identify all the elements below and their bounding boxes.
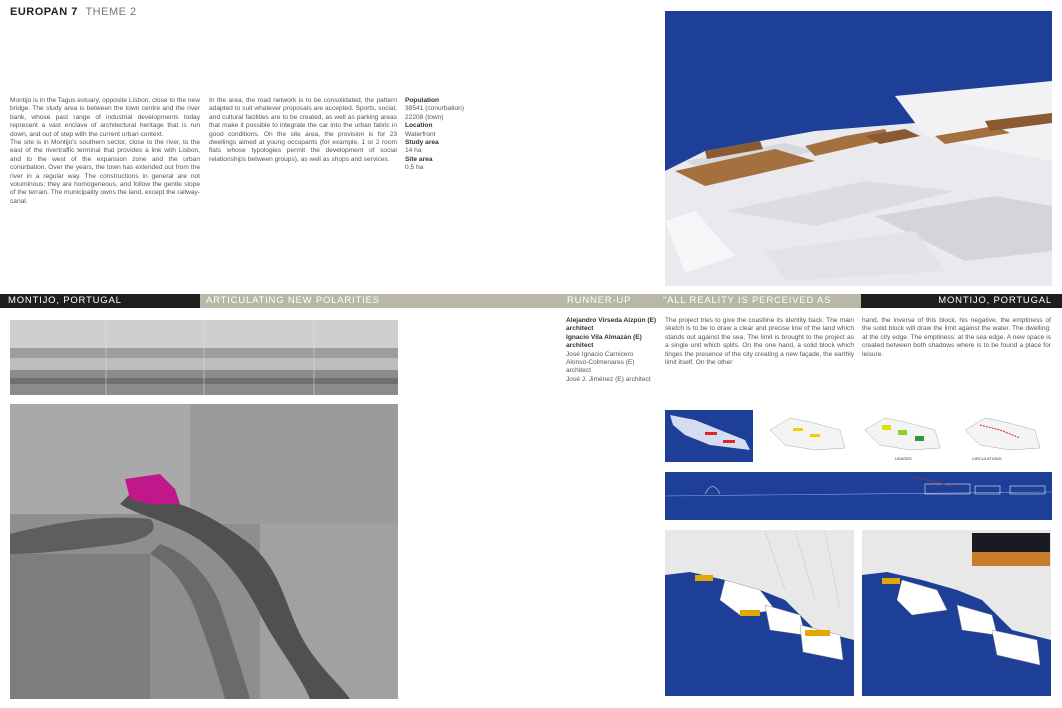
site-plan-2 — [862, 530, 1051, 696]
site-area-label: Site area — [405, 155, 433, 163]
site-paragraph-3: In the area, the road network is to be consolidated, the pattern adapted to suit whatever proposals are accepted. Sports, social, and cultural facilities are to be created, as well as parking areas that make it possible to integrate the car into the urban fabric in good conditions. On the site area, the provision is for 23 dwellings aimed at young occupants (for example, 1 or 2 room flats whose typologies permit the development of social relationships between groups), as well as shops and services. — [209, 97, 397, 163]
population-value: 38541 (conurbation) — [405, 105, 465, 113]
panorama-photo — [10, 320, 398, 395]
project-title-left: ARTICULATING NEW POLARITIES — [206, 295, 380, 306]
location-value: Waterfront — [405, 130, 436, 138]
title-band-right — [561, 294, 861, 320]
team-member: José J. Jiménez (E) architect — [566, 375, 651, 383]
team-member: José Ignacio Carnicero — [566, 350, 634, 358]
project-paragraph-2: hand, the inverse of this block, his negative, the emptiness of the solid block will draw the limit against the water. The dwelling: at the city edge. The emptiness: at the sea edge. A new space is created between both shadows where is to be found a place for leisure. — [862, 317, 1051, 358]
location-label-left: MONTIJO, PORTUGAL — [8, 295, 122, 306]
project-description-col1 — [665, 317, 854, 367]
award-status: RUNNER-UP — [567, 295, 632, 306]
population-value: 22208 (town) — [405, 113, 444, 121]
circulations-label: CIRCULATIONS — [972, 456, 1002, 461]
title-band-left — [200, 294, 561, 308]
elevation-strip — [665, 472, 1052, 520]
site-info — [405, 97, 495, 173]
usages-label: USAGES — [895, 456, 912, 461]
site-description-col2 — [209, 97, 397, 164]
study-area-label: Study area — [405, 139, 439, 147]
diagram-row — [665, 410, 1052, 465]
site-paragraph-1: Montijo is in the Tagus estuary, opposite Lisbon, close to the new bridge. The study area is between the town centre and the river bank, whose past range of industrial developments today represent a vast enclave of architectural heritage that is run down, and out of step with the current urban context. — [10, 97, 200, 138]
page-header — [10, 6, 137, 18]
aerial-photo — [10, 404, 398, 699]
architect-name: Ignacio Vila Almazán (E) — [566, 333, 642, 341]
model-photo — [665, 11, 1052, 286]
architect-name: Alejandro Virseda Aizpún (E) — [566, 317, 657, 324]
project-motto: "ALL REALITY IS PERCEIVED AS FRAGMENTS" — [663, 295, 832, 320]
team-member-role: architect — [566, 367, 591, 375]
project-description-col2 — [862, 317, 1051, 359]
architect-role: architect — [566, 325, 594, 333]
site-area-value: 0.5 ha — [405, 164, 424, 172]
location-band-left — [0, 294, 200, 308]
theme-title: THEME 2 — [85, 6, 137, 18]
site-description-col1 — [10, 97, 200, 206]
location-label: Location — [405, 122, 433, 130]
study-area-value: 14 ha — [405, 147, 422, 155]
team-member: Alonso-Colmenares (E) — [566, 359, 635, 367]
europan-title: EUROPAN 7 — [10, 6, 78, 18]
population-label: Population — [405, 97, 440, 104]
site-plan-1 — [665, 530, 854, 696]
credits — [566, 317, 661, 384]
site-paragraph-2: The site is in Montijo's southern sector, close to the river, to the east of the rivertraffic terminal that provides a link with Lisbon, and to the west of the expansion zone and the urban conurbation. Over the years, the town has extended out from the river in a regular way. The constructions in general are not voluminous; they are homogeneous, and follow the gentle slope of the terrain. The municipality owns the land, except the railway-canal. — [10, 139, 200, 205]
project-paragraph-1: The project tries to give the coastline its identity back. The main sketch is to be to draw a clear and precise line of the land which stands out against the sea. The limit is brought to the project as a single unit which splits. On the one hand, a solid block which tinges the presence of the city creating a new façade, the earthly limit itself. On the other — [665, 317, 854, 367]
location-band-right — [861, 294, 1062, 308]
architect-role: architect — [566, 342, 594, 350]
location-label-right: MONTIJO, PORTUGAL — [938, 295, 1052, 306]
